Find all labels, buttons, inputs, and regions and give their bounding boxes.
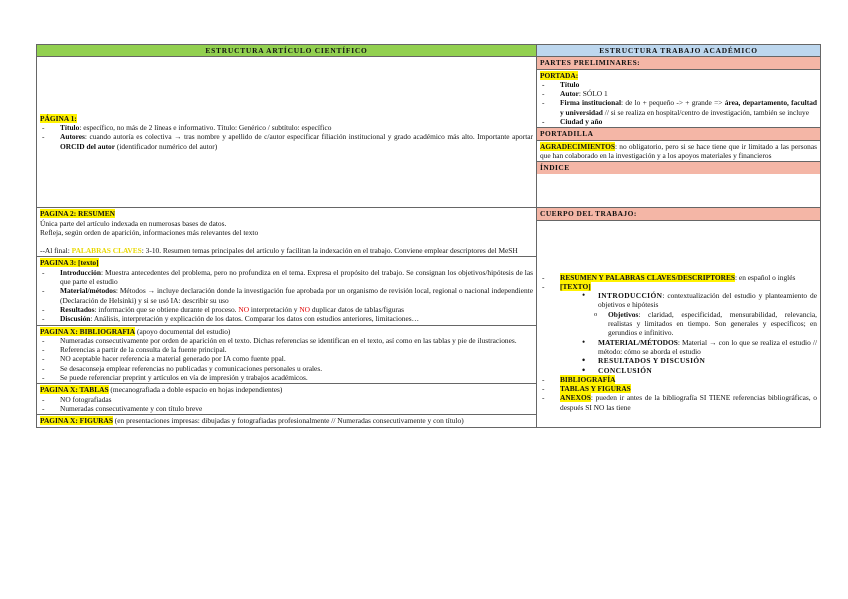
figuras-title: PAGINA X: FIGURAS xyxy=(40,416,113,426)
cuerpo-introduccion: • INTRODUCCIÓN: contextualización del estudio y planteamiento de objetivos e hipótesis xyxy=(580,291,817,310)
objetivos-item: o Objetivos: claridad, especificidad, mensurabilidad, relevancia, realistas y limitados en tiempo. Son generales y específicos; en gerundios e infinitivo. xyxy=(594,310,817,338)
pagina1-title: PÁGINA 1: xyxy=(40,113,77,123)
cuerpo-bibliografia: - BIBLIOGRAFÍA xyxy=(540,375,817,384)
portada-ciudad: - Ciudad y año xyxy=(540,117,817,126)
portada-titulo: - Título xyxy=(540,80,817,89)
portadilla-heading: PORTADILLA xyxy=(537,128,820,140)
bibliografia-title: PAGINA X: BIBLIOGRAFIA xyxy=(40,326,136,336)
portada-autor: - Autor: SÓLO 1 xyxy=(540,89,817,98)
pagina2-line1: Única parte del artículo indexada en numerosas bases de datos. xyxy=(40,218,227,228)
pagina2-block xyxy=(37,208,536,257)
cuerpo-tablas: - TABLAS Y FIGURAS xyxy=(540,384,817,393)
tablas-title: PAGINA X: TABLAS xyxy=(40,385,109,395)
list-item: - Referencias a partir de la consulta de la fuente principal. xyxy=(40,345,533,354)
portada-firma: - Firma institucional: de lo + pequeño -> + grande => área, departamento, facultad y universidad // si se realiza en hospital/centro de investigación, también se incluye xyxy=(540,98,817,117)
cuerpo-resultados: • RESULTADOS Y DISCUSIÓN xyxy=(580,356,817,365)
portada-title: PORTADA: xyxy=(540,70,579,80)
anexos-item: - ANEXOS: pueden ir antes de la bibliografía SI TIENE referencias bibliográficas, o después SI NO las tiene xyxy=(540,393,817,412)
material-metodos-item: - Material/métodos: Métodos → incluye declaración donde la investigación fue aprobada por un organismo de revisión local, regional o nacional independiente (Declaración de Helsinki) y si se usó IA: describir su uso xyxy=(40,286,533,305)
palabras-claves-line: --Al final: PALABRAS CLAVES: 3-10. Resumen temas principales del artículo y facilitan la indexación en el trabajo. Conviene emplear descriptores del MeSH xyxy=(40,246,518,256)
autores-item: - Autores: cuando autoría es colectiva → tras nombre y apellido de c/autor especificar filiación institucional y grado académico más alto. Importante aportar ORCID del autor (identificador numérico del autor) xyxy=(40,132,533,151)
indice-heading: ÍNDICE xyxy=(537,162,820,173)
resultados-item: - Resultados: información que se obtiene durante el proceso. NO interpretación y NO duplicar datos de tablas/figuras xyxy=(40,305,533,314)
tablas-list xyxy=(40,395,533,414)
introduccion-item: - Introducción: Muestra antecedentes del problema, pero no profundiza en el tema. Expresa el propósito del trabajo. Se consignan los objetivos/hipótesis de las que parte el estudio xyxy=(40,268,533,287)
preliminares-cell xyxy=(537,57,821,208)
cuerpo-heading: CUERPO DEL TRABAJO: xyxy=(537,208,820,220)
list-item: - NO aceptable hacer referencia a material generado por IA como fuente ppal. xyxy=(40,354,533,363)
list-item: - Se puede referenciar preprint y artículos en vía de impresión y trabajos académicos. xyxy=(40,373,533,382)
figuras-block: PAGINA X: FIGURAS (en presentaciones impresas: dibujadas y fotografiadas profesionalmente // Numeradas consecutivamente y con título) xyxy=(40,416,464,426)
titulo-item: - Título: específico, no más de 2 líneas e informativo. Título: Genérico / subtítulo: específico xyxy=(40,123,533,132)
cuerpo-cell xyxy=(537,208,821,427)
cuerpo-material: • MATERIAL/MÉTODOS: Material → con lo que se realiza el estudio // método: cómo se aborda el estudio xyxy=(580,338,817,357)
texto-item: - [TEXTO] • INTRODUCCIÓN: contextualización del estudio y planteamiento de objetivos e hipótesis o Objetivos: claridad, especificidad, mensurabilidad, relevancia, realistas y limitados en tiempo. Son generales y específicos; en gerundios e infinitivo. • MATERIAL/MÉTODOS: Material → con lo que se realiza el estudio // método: cómo se aborda el estudio • RESULTADOS Y DISCUSIÓN • CONCLUSIÓN xyxy=(540,282,817,375)
tablas-block: PAGINA X: TABLAS (mecanografiada a doble espacio en hojas independientes) - NO fotografiadas - Numeradas consecutivamente y con título breve xyxy=(37,384,536,415)
pagina3-title: PAGINA 3: [texto] xyxy=(40,258,99,268)
list-item: - NO fotografiadas xyxy=(40,395,533,404)
pagina2-line2: Refleja, según orden de aparición, informaciones más relevantes del texto xyxy=(40,227,259,237)
pagina1-cell xyxy=(37,57,537,208)
partes-preliminares-heading: PARTES PRELIMINARES: xyxy=(537,57,820,69)
document-page xyxy=(36,44,820,428)
right-column-header: ESTRUCTURA TRABAJO ACADÉMICO xyxy=(537,45,821,57)
structure-table xyxy=(36,44,821,428)
portada-block xyxy=(537,70,820,129)
left-column-header: ESTRUCTURA ARTÍCULO CIENTÍFICO xyxy=(37,45,537,57)
agradecimientos-block: AGRADECIMIENTOS: no obligatorio, pero si se hace tiene que ir limitado a las personas que han colaborado en la investigación y a los apoyos materiales y financieros xyxy=(537,141,820,163)
pagina2-title: PAGINA 2: RESUMEN xyxy=(40,209,116,219)
cuerpo-content xyxy=(537,221,820,414)
list-item: - Numeradas consecutivamente y con título breve xyxy=(40,404,533,413)
cuerpo-conclusion: • CONCLUSIÓN xyxy=(580,366,817,375)
bibliografia-list xyxy=(40,336,533,382)
bibliografia-block: PAGINA X: BIBLIOGRAFIA (apoyo documental del estudio) - Numeradas consecutivamente por orden de aparición en el texto. Dichas referencias se identifican en el texto, así como en las tablas y pie de ilustraciones. - Referencias a partir de la consulta de la fuente principal. - NO aceptable hacer referencia a material generado por IA como fuente ppal. - Se desaconseja emplear referencias no publicadas y comunicaciones personales u orales. - Se puede referenciar preprint y artículos en vía de impresión y trabajos académicos. xyxy=(37,326,536,385)
resumen-item: - RESUMEN Y PALABRAS CLAVES/DESCRIPTORES: en español o inglés xyxy=(540,273,817,282)
pagina3-block xyxy=(37,257,536,325)
discusion-item: - Discusión: Análisis, interpretación y explicación de los datos. Comparar los datos con estudios anteriores, limitaciones… xyxy=(40,314,533,323)
list-item: - Numeradas consecutivamente por orden de aparición en el texto. Dichas referencias se identifican en el texto, así como en las tablas y pie de ilustraciones. xyxy=(40,336,533,345)
left-lower-cell xyxy=(37,208,537,427)
list-item: - Se desaconseja emplear referencias no publicadas y comunicaciones personales u orales. xyxy=(40,364,533,373)
